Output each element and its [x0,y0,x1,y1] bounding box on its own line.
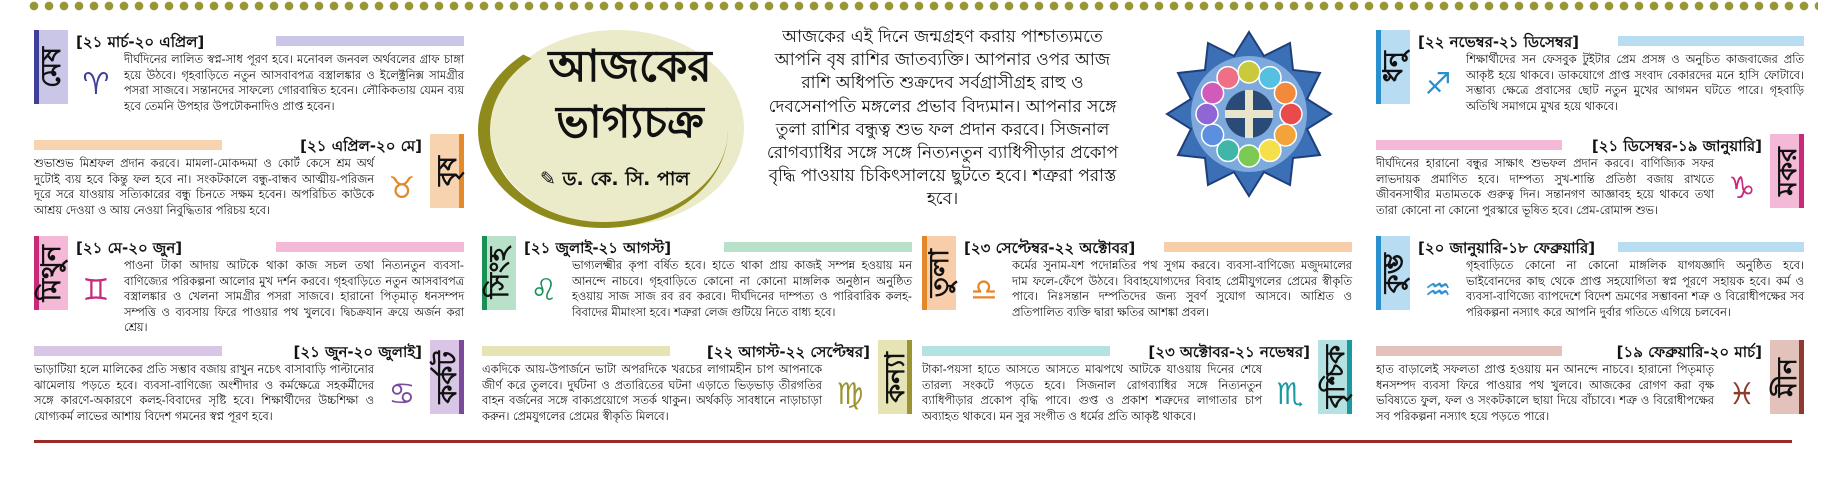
sign-name: কন্যা [879,351,911,403]
sign-name: বৃষ [431,156,463,186]
sign-color-bar [1376,346,1562,356]
sign-name-tab [1770,340,1804,414]
sign-block-kumbha [1376,236,1804,332]
sign-color-bar [1376,140,1562,150]
sign-color-bar [276,242,464,252]
sign-color-bar [724,242,912,252]
sign-color-bar [34,140,222,150]
sign-name-tab [430,340,464,414]
sign-block-tula [922,236,1352,332]
sign-forecast-text: শুভাশুভ মিশ্রফল প্রদান করবে। মামলা-মোকদ্দমা ও কোর্ট কেসে শ্রম অর্থ দুটোই ব্যয় হবে কিন্তু ফল হবে না। সংকটকালে বন্ধু-বান্ধব আত্মীয়-পরিজন দূরে সরে যাওয়ায় সত্যিকারের বন্ধু চিনতে সক্ষম হবেন। অপরিচিত কাউকে আশ্রয় দেওয়া ও আয় নেওয়া নিবুদ্ধিতার পরিচয় হবে। [34,157,374,217]
wheel-sign-dot [1217,67,1239,89]
sign-name: ধনু [1377,51,1409,83]
sign-name: কর্কট [431,350,463,404]
page-title-line2: ভাগ্যচক্র [556,97,704,148]
sign-name-tab [34,236,68,310]
sign-name: বৃশ্চিক [1319,345,1351,409]
wheel-sign-dot [1202,124,1224,146]
wheel-sign-dot [1259,139,1281,161]
zodiac-symbol-icon: ♊ [72,266,120,314]
zodiac-symbol-icon: ♑ [1718,164,1766,212]
wheel-sign-dot [1196,103,1218,125]
sign-name-tab [1376,236,1410,310]
sign-date-range: [২১ মে-২০ জুন] [76,239,183,257]
sign-name-tab [1770,134,1804,208]
sign-block-kanya [482,340,912,436]
sign-block-makar [1376,134,1804,230]
sign-name-tab [922,236,956,310]
sign-forecast-text: ভাগ্যলক্ষ্মীর কৃপা বর্ষিত হবে। হাতে থাকা প্রায় কাজই সম্পন্ন হওয়ায় মন আনন্দে নাচবে। গৃহবাড়িতে কোনো না কোনো মাঙ্গলিক অনুষ্ঠান অনুষ্ঠিত হওয়ায় সাজ সাজ রব রব করবে। দীর্ঘদিনের দাম্পত্য ও পারিবারিক কলহ-বিবাদের মীমাংসা হবে। শত্রুরা লেজ গুটিয়ে নিতে বাধ্য হবে। [572,259,912,319]
zodiac-symbol-icon: ♈ [72,60,120,108]
wheel-sign-dot [1238,61,1260,83]
sign-block-meen [1376,340,1804,436]
sign-name: মকর [1771,146,1803,196]
sign-block-singha [482,236,912,332]
sign-date-range: [২৩ সেপ্টেম্বর-২২ অক্টোবর] [964,239,1136,257]
sign-forecast-text: দীর্ঘদিনের হারানো বন্ধুর সাক্ষাৎ শুভফল প্রদান করবে। বাণিজ্যিক সফর লাভদায়ক প্রমাণিত হবে। দাম্পত্য সুখ-শান্তি প্রতিষ্ঠা বজায় রাখতে জীবনসাথীর মতামতকে গুরুত্ব দিন। সন্তানগণ আজ্ঞাবহ হয়ে থাকবে তথা তারা কোনো না কোনো পুরস্কারে ভূষিত হবে। প্রেম-রোমান্স শুভ। [1376,157,1714,217]
sign-name: সিংহ [483,247,515,299]
sign-date-range: [২২ নভেম্বর-২১ ডিসেম্বর] [1418,33,1579,51]
sign-name-tab [878,340,912,414]
sign-name: তুলা [923,248,955,298]
page-title-line1: আজকের [548,41,712,92]
sign-color-bar [1618,242,1804,252]
sign-date-range: [২১ এপ্রিল-২০ মে] [300,137,422,155]
sign-date-range: [১৯ ফেব্রুয়ারি-২০ মার্চ] [1616,343,1762,361]
pen-icon: ✎ [540,168,556,190]
sign-forecast-text: হাত বাড়ালেই সফলতা প্রাপ্ত হওয়ায় মন আনন্দে নাচবে। হারানো পিতৃমাতৃ ধনসম্পদ ব্যবসা ফিরে পাওয়ার পথ খুলবে। আজকের রোগণ করা বৃক্ষ ভবিষ্যতে ফুল, ফল ও সংকটকালে ছায়া দিয়ে বাঁচাবে। শত্রু ও বিরোধীপক্ষের সব পরিকল্পনা নস্যাৎ হয়ে পড়তে পারে। [1376,363,1714,423]
zodiac-symbol-icon: ♋ [378,370,426,418]
sign-forecast-text: টাকা-পয়সা হাতে আসতে আসতে মাঝপথে আটকে যাওয়ায় দিনের শেষে তারল্য সংকটে পড়তে হবে। সিজনাল রোগব্যাধির সঙ্গে নিত্যনতুন ব্যাধিপীড়ার প্রকোপ বৃদ্ধি পাবে। গুপ্ত ও প্রকাশ শত্রুদের লাগাতার চাপ অব্যাহত থাকবে। মন সুর সংগীত ও ধর্মের প্রতি আকৃষ্ট থাকবে। [922,363,1262,423]
sign-name-tab [482,236,516,310]
sign-date-range: [২১ জুন-২০ জুলাই] [293,343,422,361]
top-dotted-border [28,0,1818,12]
sign-date-range: [২৩ অক্টোবর-২১ নভেম্বর] [1148,343,1310,361]
zodiac-symbol-icon: ♍ [826,370,874,418]
sign-color-bar [1164,242,1352,252]
zodiac-symbol-icon: ♐ [1414,60,1462,108]
sign-color-bar [276,36,464,46]
sign-date-range: [২১ ডিসেম্বর-১৯ জানুয়ারি] [1591,137,1762,155]
zodiac-symbol-icon: ♓ [1718,370,1766,418]
sign-color-bar [1618,36,1804,46]
zodiac-symbol-icon: ♎ [960,266,1008,314]
wheel-sign-dot [1238,145,1260,167]
sign-forecast-text: কর্মের সুনাম-যশ পদোন্নতির পথ সুগম করবে। ব্যবসা-বাণিজ্যে মজুদমালের দাম ফলে-ফেঁপে উঠবে। বিবাহযোগ্যদের বিবাহ প্রেমীযুগলের প্রেমের স্বীকৃতি পাবে। নিঃসন্তান দম্পতিদের জন্য সুবর্ণ সুযোগ আসবে। আশ্রিত ও প্রতিপালিত ব্যক্তি দ্বারা ক্ষতির আশঙ্কা প্রবল। [1012,259,1352,319]
sign-forecast-text: দীর্ঘদিনের লালিত স্বপ্ন-সাধ পূরণ হবে। মনোবল জনবল অর্থবলের গ্রাফ চাঙ্গা হয়ে উঠবে। গৃহবাড়িতে নতুন আসবাবপত্র বস্ত্রালঙ্কার ও ইলেক্ট্রনিক্স সামগ্রীর পসরা সাজবে। সন্তানদের সাফল্যে গোরবান্বিত হবেন। লৌকিকতায় যেমন ব্যয় হবে তেমনি উপহার উপঢৌকনাদিও প্রাপ্ত হবেন। [124,53,464,113]
sign-name: কুম্ভ [1377,252,1409,294]
zodiac-symbol-icon: ♌ [520,266,568,314]
sign-forecast-text: একদিকে আয়-উপার্জনে ভাটা অপরদিকে খরচের লাগামহীন চাপ আপনাকে জীর্ণ করে তুলবে। দুর্ঘটনা ও প্রতারিতের ঘটনা এড়াতে ভিড়ভাড় তীরগতির বাহন বর্জনের সঙ্গে বাক্যপ্রয়োগে সতর্ক থাকুন। অর্থকড়ি সাবধানে নাড়াচাড়া করুন। প্রেমযুগলের প্রেমের স্বীকৃতি মিলবে। [482,363,822,423]
sign-date-range: [২১ জুলাই-২১ আগস্ট] [524,239,672,257]
bottom-rule [34,440,1792,443]
zodiac-symbol-icon: ♏ [1266,370,1314,418]
sign-color-bar [34,346,222,356]
sign-block-karkat [34,340,464,436]
sign-date-range: [২০ জানুয়ারি-১৮ ফেব্রুয়ারি] [1418,239,1596,257]
sign-name-tab [1376,30,1410,104]
sign-name: মিথুন [35,244,67,302]
sign-name-tab [430,134,464,208]
sign-block-brish [34,134,464,230]
sign-block-dhanu [1376,30,1804,126]
sign-color-bar [922,346,1110,356]
sign-name: মেষ [35,46,67,88]
sign-name: মীন [1771,357,1803,397]
author-name: ড. কে. সি. পাল [562,168,690,190]
zodiac-wheel-icon [1165,30,1333,198]
wheel-sign-dot [1280,103,1302,125]
sign-forecast-text: ভাড়াটিয়া হলে মালিকের প্রতি সম্ভাব বজায় রাখুন নচেৎ বাসাবাড়ি পাল্টানোর ঝামেলায় পড়তে হবে। ব্যবসা-বাণিজ্যে অংশীদার ও কর্মক্ষেত্রে সহকর্মীদের সঙ্গে কারণে-অকারণে কলহ-বিবাদের সৃষ্টি হবে। শিক্ষার্থীদের উচ্চশিক্ষা ও যোগ্যকর্ম লাভের আশায় বিদেশ গমনের স্বপ্ন পূরণ হবে। [34,363,374,423]
sign-date-range: [২২ আগস্ট-২২ সেপ্টেম্বর] [706,343,870,361]
intro-paragraph: আজকের এই দিনে জন্মগ্রহণ করায় পাশ্চাত্যমতে আপনি বৃষ রাশির জাতব্যক্তি। আপনার ওপর আজ রাশি অধিপতি শুক্রদেব সর্বগ্রাসীগ্রহ রাহু ও দেবসেনাপতি মঙ্গলের প্রভাব বিদ্যমান। আপনার সঙ্গে তুলা রাশির বন্ধুত্ব শুভ ফল প্রদান করবে। সিজনাল রোগব্যাধির সঙ্গে সঙ্গে নিত্যনতুন ব্যাধিপীড়ার প্রকোপ বৃদ্ধি পাওয়ায় চিকিৎসালয়ে ছুটতে হবে। শত্রুরা পরাস্ত হবে। [766,27,1119,210]
zodiac-symbol-icon: ♉ [378,164,426,212]
zodiac-symbol-icon: ♒ [1414,266,1462,314]
sign-block-mesh [34,30,464,126]
wheel-sign-dot [1274,82,1296,104]
sign-color-bar [482,346,670,356]
author-byline [540,165,740,197]
sign-forecast-text: গৃহবাড়িতে কোনো না কোনো মাঙ্গলিক যাগযজ্ঞাদি অনুষ্ঠিত হবে। ভাইবোনদের কাছ থেকে প্রাপ্ত সহযোগিতা স্বপ্ন পূরণে সহায়ক হবে। কর্ম ও ব্যবসা-বাণিজ্যে ব্যাপদেশে বিদেশ ভ্রমণের সম্ভাবনা শত্রু ও বিরোধীপক্ষের সব পরিকল্পনা নস্যাৎ করে আপনি দুর্বার গতিতে এগিয়ে চলবেন। [1466,259,1804,319]
sign-block-mithun [34,236,464,335]
sign-date-range: [২১ মার্চ-২০ এপ্রিল] [76,33,205,51]
sign-forecast-text: শিক্ষার্থীদের সন ফেসবুক টুইটার প্রেম প্রসঙ্গ ও অনুচিত কাজবাজের প্রতি আকৃষ্ট হয়ে থাকবে। ডাকযোগে প্রাপ্ত সংবাদ বেকারদের মনে হাসি ফোটাবে। সম্ভাব্য ক্ষেত্রে প্রবাসের ছোট নতুন মুখের আগমন ঘটতে পারে। গৃহবাড়ি অতিথি সমাগমে মুখর হয়ে থাকবে। [1466,53,1804,113]
sign-forecast-text: পাওনা টাকা আদায় আটকে থাকা কাজ সচল তথা নিত্যনতুন ব্যবসা-বাণিজ্যের পরিকল্পনা আলোর মুখ দর্শন করবে। গৃহবাড়িতে নতুন আসবাবপত্র বস্ত্রালঙ্কার ও খেলনা সামগ্রীর পসরা সাজবে। হারানো পিতৃমাতৃ ধনসম্পদ সম্পত্তি ও ব্যবসায় ফিরে পাওয়ার পথ খুলবে। দ্বিচক্রযান ক্রয়ে অর্জন করা শ্রেয়। [124,259,464,335]
sign-name-tab [1318,340,1352,414]
sign-block-brishchik [922,340,1352,436]
sign-name-tab [34,30,68,104]
